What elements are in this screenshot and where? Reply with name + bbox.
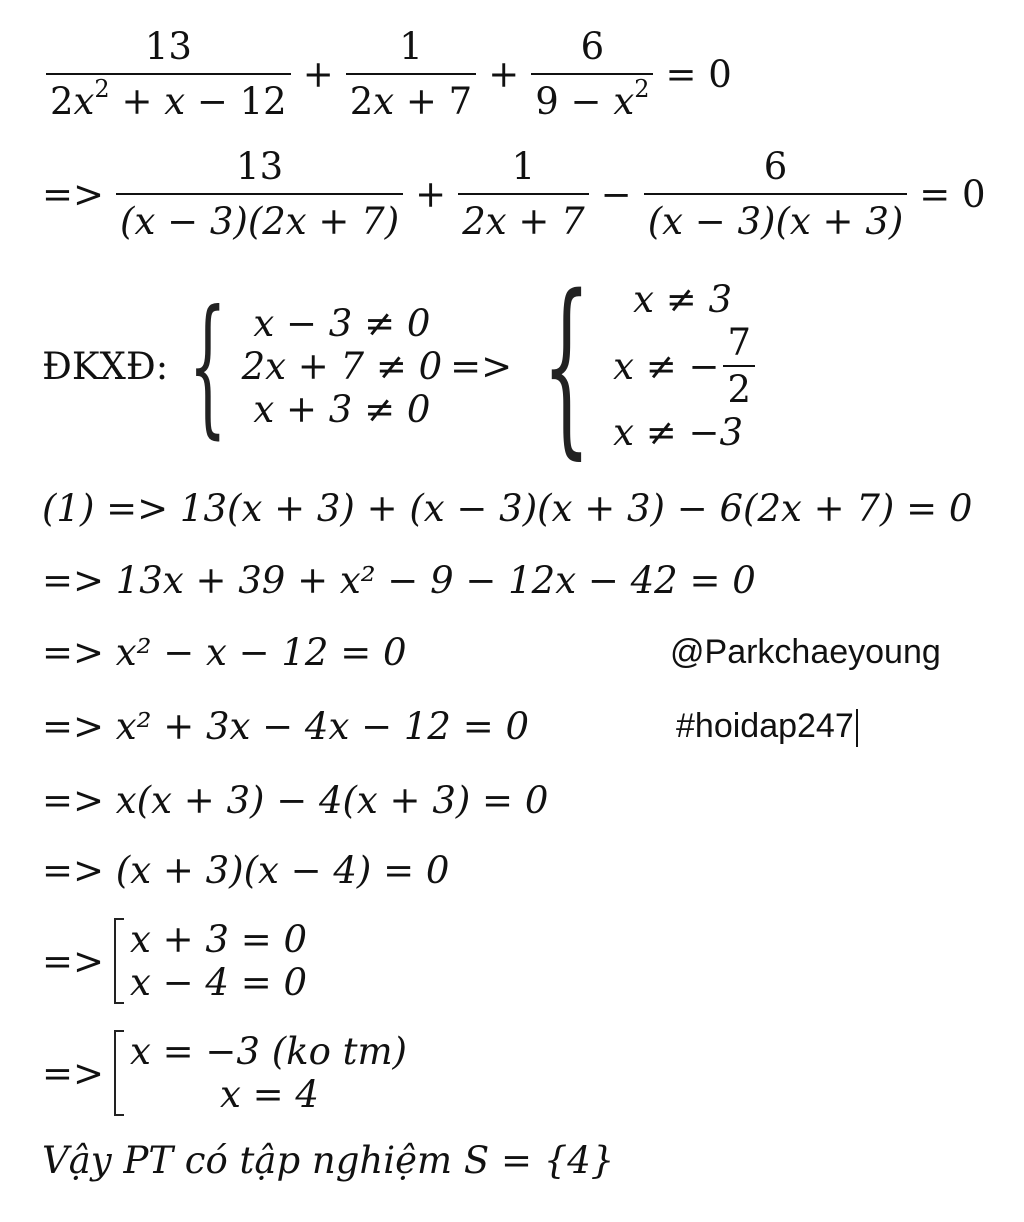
fraction-denominator: 2 [723, 365, 755, 408]
minus-sign: − [600, 172, 632, 216]
den-var-2: x [164, 80, 186, 123]
den-coef: 2 [50, 80, 74, 123]
condition-x-ne-minus-7-2 [613, 321, 759, 411]
implies-arrow: => [450, 344, 513, 388]
fraction-1 [46, 25, 291, 123]
conclusion: Vậy PT có tập nghiệm S = {4} [42, 1139, 615, 1182]
step-line: => x² − x − 12 = 0 [42, 631, 407, 674]
implies-arrow: => [42, 939, 105, 983]
den-var: x [73, 80, 95, 123]
equals-zero: = 0 [665, 52, 732, 96]
den-exponent: 2 [634, 74, 650, 103]
den-var: x [613, 80, 635, 123]
bracket-icon [114, 1030, 124, 1116]
fraction-3-denominator: (x − 3)(x + 3) [644, 193, 908, 240]
case-split-2 [42, 1030, 407, 1116]
condition-1: x − 3 ≠ 0 [253, 301, 431, 345]
condition-x-ne-minus-3: x ≠ −3 [613, 411, 744, 454]
fraction-2-denominator [346, 73, 477, 123]
condition-prefix: x ≠ − [613, 344, 720, 388]
den-tail: − 12 [185, 80, 287, 123]
den-tail: + 7 [394, 80, 473, 123]
fraction-7-2 [723, 321, 755, 411]
den-exponent: 2 [94, 74, 110, 103]
condition-x-ne-3: x ≠ 3 [633, 278, 733, 321]
den-coef: 2 [349, 80, 374, 123]
condition-2: 2x + 7 ≠ 0 [241, 344, 443, 388]
plus-sign: + [488, 52, 520, 96]
hashtag-note [676, 707, 858, 747]
case-list [130, 1030, 407, 1116]
condition-system-1 [242, 302, 443, 431]
author-note: @Parkchaeyoung [670, 633, 941, 671]
domain-conditions [42, 255, 759, 476]
fraction-2-numerator: 1 [511, 145, 536, 188]
square-bracket [114, 1030, 407, 1116]
square-bracket [114, 918, 307, 1004]
fraction-2 [346, 25, 477, 123]
fraction-3 [644, 145, 908, 243]
bracket-icon [114, 918, 124, 1004]
equation-original [42, 25, 740, 123]
fraction-3-denominator [531, 73, 653, 123]
fraction-1-denominator: (x − 3)(2x + 7) [116, 193, 403, 240]
step-line: => x² + 3x − 4x − 12 = 0 [42, 705, 529, 748]
condition-3: x + 3 ≠ 0 [253, 387, 431, 431]
implies-arrow: => [42, 172, 105, 216]
plus-sign: + [415, 172, 447, 216]
fraction-3-numerator: 6 [580, 25, 605, 68]
equation-factored [42, 145, 994, 243]
fraction-1 [116, 145, 403, 243]
fraction-1-numerator: 13 [144, 25, 192, 68]
fraction-numerator: 7 [727, 321, 752, 364]
fraction-3 [531, 25, 653, 123]
dkxd-label: ĐKXĐ: [42, 344, 169, 388]
case-a: x + 3 = 0 [130, 918, 308, 961]
fraction-3-numerator: 6 [763, 145, 788, 188]
fraction-2 [458, 145, 588, 243]
fraction-2-numerator: 1 [399, 25, 423, 68]
case-a: x = −3 (ko tm) [130, 1030, 407, 1073]
left-brace-icon: { [188, 279, 227, 453]
fraction-1-denominator [46, 73, 291, 123]
case-b: x = 4 [220, 1073, 319, 1116]
den-head: 9 − [535, 80, 614, 123]
case-b: x − 4 = 0 [130, 961, 308, 1004]
left-brace-icon: { [542, 255, 591, 476]
implies-arrow: => [42, 1051, 105, 1095]
hashtag-text: #hoidap247 [676, 707, 854, 745]
step-line: => 13x + 39 + x² − 9 − 12x − 42 = 0 [42, 559, 756, 602]
text-cursor-icon[interactable] [856, 709, 858, 747]
den-var: x [373, 80, 395, 123]
condition-system-2 [613, 278, 759, 454]
step-line: (1) => 13(x + 3) + (x − 3)(x + 3) − 6(2x + 7) = 0 [42, 487, 973, 530]
step-line: => x(x + 3) − 4(x + 3) = 0 [42, 779, 549, 822]
case-split-1 [42, 918, 307, 1004]
case-list [130, 918, 307, 1004]
step-line: => (x + 3)(x − 4) = 0 [42, 849, 450, 892]
fraction-2-denominator: 2x + 7 [458, 193, 588, 240]
fraction-1-numerator: 13 [236, 145, 284, 188]
den-plus: + [109, 80, 165, 123]
plus-sign: + [302, 52, 334, 96]
equals-zero: = 0 [919, 172, 986, 216]
